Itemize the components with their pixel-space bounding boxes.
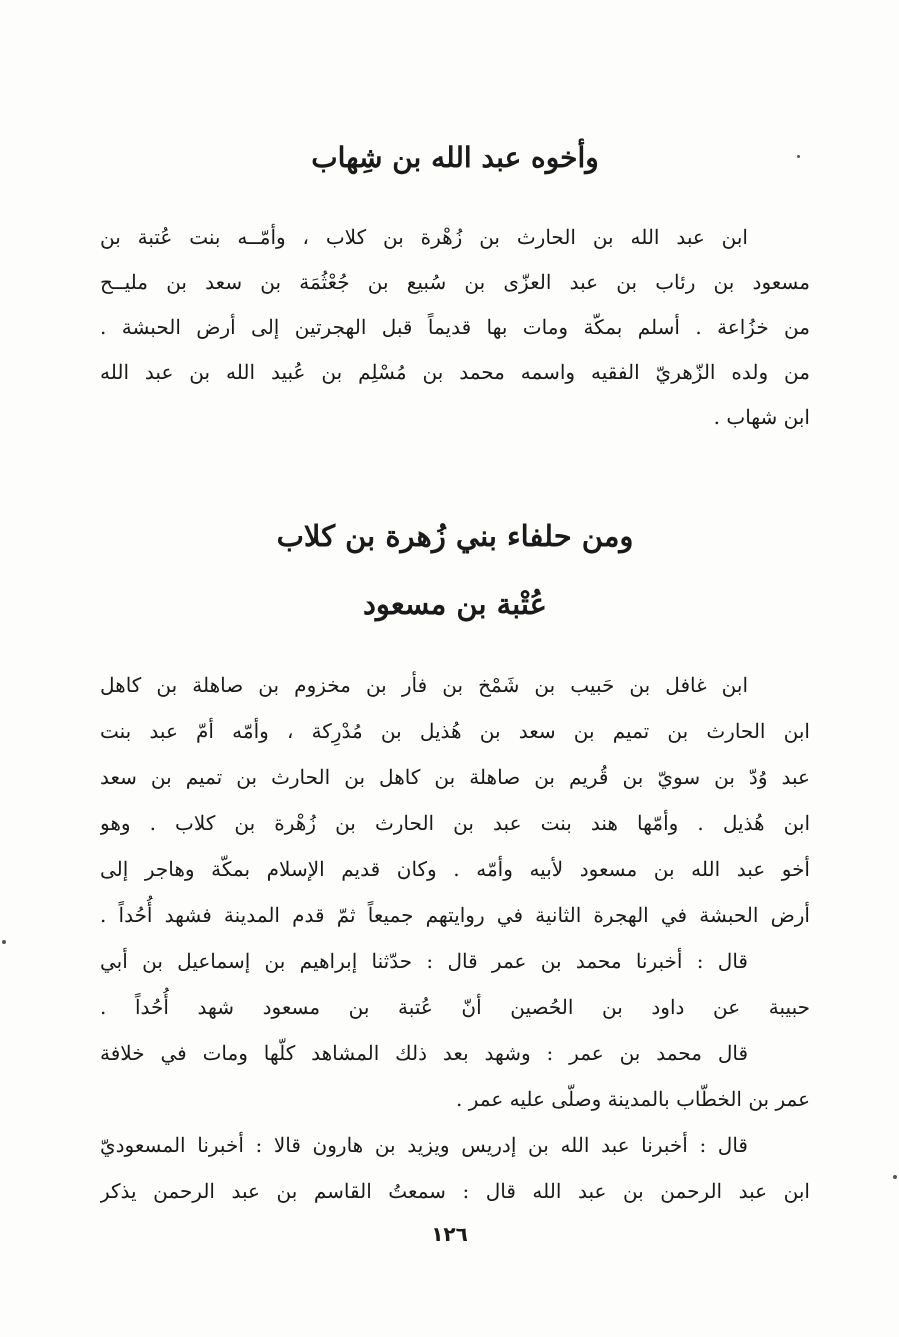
scan-speck [797,155,800,158]
body-line: ابن عبد الرحمن بن عبد الله قال : سمعتُ القاسم بن عبد الرحمن يذكر [100,1179,810,1203]
scan-speck [2,940,6,944]
section-heading-abdullah-ibn-shihab: وأخوه عبد الله بن شِهاب [311,141,599,174]
body-line: من ولده الزّهريّ الفقيه واسمه محمد بن مُسْلِم بن عُبيد الله بن عبد الله [100,360,810,384]
body-line: ابن هُذيل . وأمّها هند بنت عبد بن الحارث بن زُهْرة بن كلاب . وهو [100,811,810,835]
scan-speck [893,1175,897,1179]
body-line: قال : أخبرنا محمد بن عمر قال : حدّثنا إبراهيم بن إسماعيل بن أبي [100,949,748,973]
body-line: قال محمد بن عمر : وشهد بعد ذلك المشاهد كلّها ومات في خلافة [100,1041,748,1065]
body-line: ابن الحارث بن تميم بن سعد بن هُذيل بن مُدْرِكة ، وأمّه أمّ عبد بنت [100,719,810,743]
page-number: ١٢٦ [431,1222,468,1246]
body-line: أرض الحبشة في الهجرة الثانية في روايتهم جميعاً ثمّ قدم المدينة فشهد أُحُداً . [100,903,810,927]
body-line: ابن عبد الله بن الحارث بن زُهْرة بن كلاب ، وأمّــه بنت عُتبة بن [100,225,748,249]
body-line: عبد وُدّ بن سويّ بن قُريم بن صاهلة بن كاهل بن الحارث بن تميم بن سعد [100,765,810,789]
body-line: قال : أخبرنا عبد الله بن إدريس ويزيد بن هارون قالا : أخبرنا المسعوديّ [100,1133,748,1157]
body-line: ابن غافل بن حَبيب بن شَمْخ بن فأر بن مخزوم بن صاهلة بن كاهل [100,673,748,697]
section-heading-utba-ibn-masud: عُتْبة بن مسعود [363,587,547,621]
section-heading-allies-of-zuhra: ومن حلفاء بني زُهرة بن كلاب [276,519,634,553]
body-line: عمر بن الخطّاب بالمدينة وصلّى عليه عمر . [456,1087,810,1111]
section-body-utba-ibn-masud [100,662,810,1214]
body-line: ابن شهاب . [713,405,810,429]
section-body-abdullah-ibn-shihab [100,215,810,440]
body-line: حبيبة عن داود بن الحُصين أنّ عُتبة بن مسعود شهد أُحُداً . [100,995,810,1019]
body-line: من خزُاعة . أسلم بمكّة ومات بها قديماً قبل الهجرتين إلى أرض الحبشة . [100,315,810,339]
body-line: أخو عبد الله بن مسعود لأبيه وأمّه . وكان قديم الإسلام بمكّة وهاجر إلى [100,857,810,881]
body-line: مسعود بن رئاب بن عبد العزّى بن سُبيع بن جُعْثُمَة بن سعد بن مليــح [100,270,810,294]
